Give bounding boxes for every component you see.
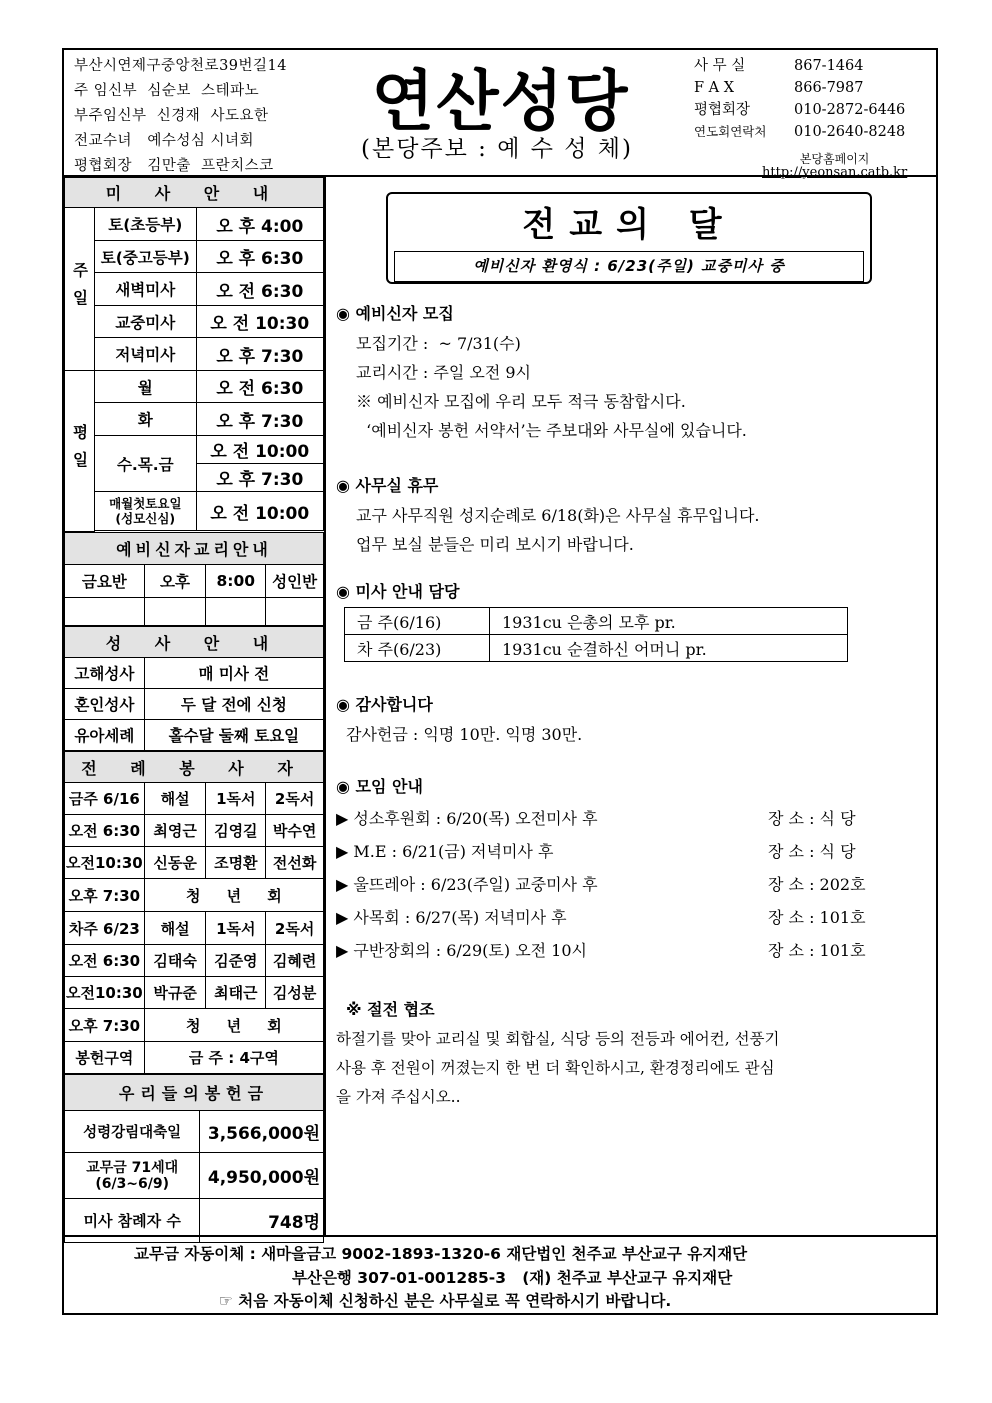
notice-line: 을 가져 주십시오.. — [336, 1088, 461, 1106]
class-time: 8:00 — [206, 565, 266, 598]
weekday-label: 평일 — [65, 371, 95, 532]
section-heading: ◉ 모임 안내 — [336, 777, 423, 796]
assistant-pastor: 부주임신부 신경재 사도요한 — [74, 108, 269, 124]
mass-name: 토(초등부) — [94, 208, 196, 241]
contact-value: 867-1464 — [794, 58, 864, 74]
sacrament-heading: 성 사 안 내 — [65, 627, 324, 658]
energy-saving-section — [336, 997, 916, 1112]
servers-cell: 1독서 — [206, 783, 266, 815]
servers-cell: 최태근 — [206, 977, 266, 1009]
district-label: 봉헌구역 — [65, 1042, 145, 1074]
servers-cell: 1독서 — [206, 912, 266, 945]
servers-cell: 2독서 — [266, 912, 324, 945]
mass-name: 저녁미사 — [94, 338, 196, 371]
sacrament-info: 홀수달 둘째 토요일 — [144, 720, 323, 751]
servers-cell: 조명환 — [206, 847, 266, 879]
clergy-info — [74, 54, 287, 179]
left-column — [64, 177, 326, 1235]
servers-cell: 김태숙 — [144, 945, 206, 977]
notice-line: 사용 후 전원이 꺼졌는지 한 번 더 확인하시고, 환경정리에도 관심 — [336, 1059, 775, 1077]
meeting-place: 장 소 : 101호 — [768, 908, 866, 927]
notice-line: 교구 사무직원 성지순례로 6/18(화)은 사무실 휴무입니다. — [356, 506, 760, 525]
address: 부산시연제구중앙천로39번길14 — [74, 58, 287, 74]
servers-cell: 오전10:30 — [65, 977, 145, 1009]
mass-time: 오 후 7:30 — [196, 464, 323, 492]
offering-amount: 4,950,000원 — [200, 1153, 324, 1199]
servers-cell: 김혜련 — [266, 945, 324, 977]
mass-time: 오 후 7:30 — [196, 403, 323, 436]
class-type: 성인반 — [266, 565, 324, 598]
meeting-text: ▶ 사목회 : 6/27(목) 저녁미사 후 — [336, 908, 567, 927]
servers-cell: 오후 7:30 — [65, 879, 145, 912]
servers-cell: 최영근 — [144, 815, 206, 847]
meeting-item — [336, 868, 916, 901]
duty-week: 차 주(6/23) — [345, 635, 490, 662]
servers-cell: 2독서 — [266, 783, 324, 815]
servers-cell: 박수연 — [266, 815, 324, 847]
mass-time: 오 전 6:30 — [196, 371, 323, 403]
mass-time: 오 전 10:30 — [196, 306, 323, 338]
servers-cell: 해설 — [144, 783, 206, 815]
meetings-section — [336, 774, 916, 967]
offering-label: 미사 참례자 수 — [65, 1199, 200, 1243]
homepage — [762, 153, 907, 179]
mass-name: 매월첫토요일 (성모신심) — [94, 492, 196, 531]
council-president: 평협회장 김만출 프란치스코 — [74, 158, 274, 174]
mass-name: 새벽미사 — [94, 273, 196, 306]
recruit-section — [336, 301, 747, 445]
notice-line: 업무 보실 분들은 미리 보시기 바랍니다. — [356, 535, 634, 554]
sacrament-name: 혼인성사 — [65, 689, 145, 720]
servers-cell: 김준영 — [206, 945, 266, 977]
servers-cell: 청 년 회 — [144, 879, 323, 912]
mass-time: 오 후 6:30 — [196, 241, 323, 273]
meeting-item — [336, 901, 916, 934]
notice-line: 모집기간 : ~ 7/31(수) — [356, 334, 521, 353]
sunday-label: 주일 — [65, 208, 95, 371]
district-value: 금 주 : 4구역 — [144, 1042, 323, 1074]
contact-label: 연도회연락처 — [694, 124, 767, 139]
attendance-count: 748명 — [200, 1199, 324, 1243]
homepage-label: 본당홈페이지 — [799, 152, 870, 166]
mass-time: 오 후 7:30 — [196, 338, 323, 371]
servers-cell: 김영길 — [206, 815, 266, 847]
duty-group: 1931cu 순결하신 어머니 pr. — [490, 635, 848, 662]
mass-time: 오 전 6:30 — [196, 273, 323, 306]
sacrament-info: 두 달 전에 신청 — [144, 689, 323, 720]
servers-cell: 오전 6:30 — [65, 945, 145, 977]
contact-value: 866-7987 — [794, 80, 864, 96]
offering-label: 교무금 71세대 (6/3~6/9) — [65, 1153, 200, 1199]
servers-cell: 전선화 — [266, 847, 324, 879]
notice-line: 교리시간 : 주일 오전 9시 — [356, 363, 532, 382]
notice-line: 하절기를 맞아 교리실 및 회합실, 식당 등의 전등과 에어컨, 선풍기 — [336, 1030, 780, 1048]
mass-time: 오 전 10:00 — [196, 492, 323, 531]
meeting-item — [336, 934, 916, 967]
footer-line: 교무금 자동이체 : 새마을금고 9002-1893-1320-6 재단법인 천주교 부산교구 유지재단 — [134, 1245, 748, 1263]
servers-cell: 오후 7:30 — [65, 1009, 145, 1042]
page-subtitle: (본당주보 : 예 수 성 체) — [361, 136, 633, 162]
meeting-place: 장 소 : 식 당 — [768, 809, 856, 828]
catechumen-table — [64, 532, 324, 626]
servers-cell: 청 년 회 — [144, 1009, 323, 1042]
section-heading: ◉ 예비신자 모집 — [336, 304, 454, 323]
header — [64, 50, 936, 180]
banner-title: 전교의 달 — [522, 205, 736, 245]
servers-table — [64, 751, 324, 1074]
pastor: 주 임신부 심순보 스테파노 — [74, 83, 260, 99]
mass-time: 오 전 10:00 — [196, 436, 323, 464]
offering-amount: 3,566,000원 — [200, 1111, 324, 1153]
offering-table — [64, 1074, 324, 1243]
servers-cell: 오전 6:30 — [65, 815, 145, 847]
catechumen-heading: 예비신자교리안내 — [65, 533, 324, 565]
mass-heading: 미 사 안 내 — [65, 178, 324, 208]
contact-value: 010-2640-8248 — [794, 124, 906, 140]
footer — [64, 1235, 936, 1315]
mass-name: 교중미사 — [94, 306, 196, 338]
section-heading: ※ 절전 협조 — [346, 1000, 435, 1019]
mass-name: 수.목.금 — [94, 436, 196, 492]
servers-cell: 오전10:30 — [65, 847, 145, 879]
section-heading: ◉ 사무실 휴무 — [336, 476, 439, 495]
mass-schedule-table — [64, 177, 324, 532]
meeting-item — [336, 835, 916, 868]
section-heading: ◉ 감사합니다 — [336, 695, 433, 714]
meeting-place: 장 소 : 202호 — [768, 875, 866, 894]
page-title: 연산성당 — [371, 63, 630, 140]
banner-subtitle: 예비신자 환영식 : 6/23(주일) 교중미사 중 — [394, 251, 864, 282]
sacrament-table — [64, 626, 324, 751]
contact-label: 사 무 실 — [694, 58, 746, 74]
homepage-link[interactable]: http://yeonsan.catb.kr — [762, 165, 908, 180]
mission-sister: 전교수녀 예수성심 시녀회 — [74, 133, 255, 149]
servers-cell: 차주 6/23 — [65, 912, 145, 945]
meeting-text: ▶ 성소후원회 : 6/20(목) 오전미사 후 — [336, 809, 598, 828]
footer-line: 부산은행 307-01-001285-3 (재) 천주교 부산교구 유지재단 — [292, 1269, 733, 1287]
meeting-text: ▶ 울뜨레아 : 6/23(주일) 교중미사 후 — [336, 875, 598, 894]
mass-duty-section — [336, 579, 848, 662]
meeting-item — [336, 802, 916, 835]
offering-heading: 우리들의봉헌금 — [65, 1075, 324, 1111]
meeting-text: ▶ 구반장회의 : 6/29(토) 오전 10시 — [336, 941, 588, 960]
mass-time: 오 후 4:00 — [196, 208, 323, 241]
class-ampm: 오후 — [144, 565, 206, 598]
contact-label: F A X — [694, 80, 735, 96]
servers-cell: 해설 — [144, 912, 206, 945]
servers-cell: 김성분 — [266, 977, 324, 1009]
mass-name: 화 — [94, 403, 196, 436]
meeting-place: 장 소 : 101호 — [768, 941, 866, 960]
sacrament-name: 유아세례 — [65, 720, 145, 751]
footer-line: ☞ 처음 자동이체 신청하신 분은 사무실로 꼭 연락하시기 바랍니다. — [219, 1292, 672, 1310]
notice-line: ※ 예비신자 모집에 우리 모두 적극 동참합시다. — [356, 392, 686, 411]
class-day: 금요반 — [65, 565, 145, 598]
servers-cell: 신동운 — [144, 847, 206, 879]
section-heading: ◉ 미사 안내 담당 — [336, 582, 460, 601]
office-section — [336, 473, 760, 559]
thanks-section — [336, 692, 582, 749]
sacrament-name: 고해성사 — [65, 658, 145, 689]
bulletin-page — [62, 48, 938, 1315]
contact-label: 평협회장 — [694, 102, 751, 118]
servers-cell: 박규준 — [144, 977, 206, 1009]
mass-name: 월 — [94, 371, 196, 403]
offering-label: 성령강림대축일 — [65, 1111, 200, 1153]
notice-line: 감사헌금 : 익명 10만. 익명 30만. — [346, 725, 583, 744]
notice-line: ‘예비신자 봉헌 서약서’는 주보대와 사무실에 있습니다. — [356, 421, 747, 440]
duty-week: 금 주(6/16) — [345, 608, 490, 635]
servers-heading: 전 례 봉 사 자 — [65, 752, 324, 783]
sacrament-info: 매 미사 전 — [144, 658, 323, 689]
meeting-place: 장 소 : 식 당 — [768, 842, 856, 861]
contact-value: 010-2872-6446 — [794, 102, 906, 118]
duty-group: 1931cu 은총의 모후 pr. — [490, 608, 848, 635]
mass-name: 토(중고등부) — [94, 241, 196, 273]
servers-cell: 금주 6/16 — [65, 783, 145, 815]
mass-duty-table — [344, 607, 848, 662]
meeting-text: ▶ M.E : 6/21(금) 저녁미사 후 — [336, 842, 554, 861]
mission-month-banner — [386, 192, 872, 284]
